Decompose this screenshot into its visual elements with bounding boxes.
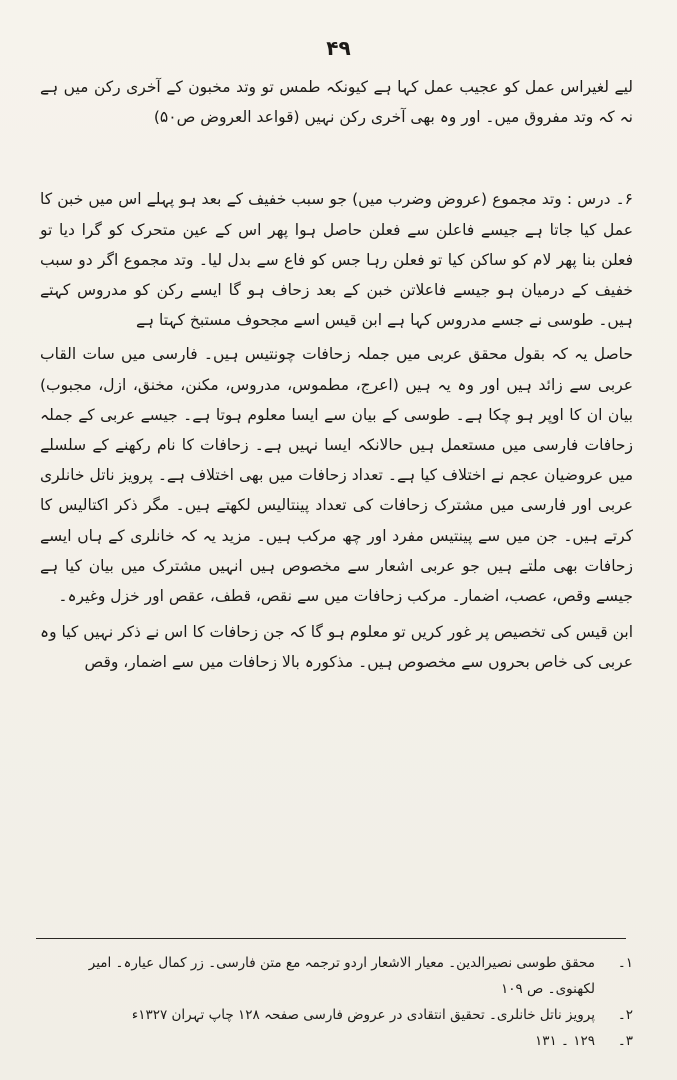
footnote-3 bbox=[40, 1028, 633, 1054]
paragraph-2: ۶۔ درس : وتد مجموع (عروض وضرب میں) جو سبب خفیف کے بعد ہو پہلے اس میں خبن کا عمل کیا جاتا ہے جیسے فاعلن سے فعلن حاصل ہوا پھر اس کے عین متحرک کو گرا دیا تو فعلن بنا پھر لام کو ساکن کیا تو فعلن رہا جس کو فاع سے بدل لیا۔ وتد مجموع اگر دو سبب خفیف کے درمیان ہو جیسے فاعلاتن خبن کے بعد زحاف ہو گا ایسے رکن کو مدروس کہتے ہیں۔ طوسی نے جسے مدروس کہا ہے ابن قیس اسے مجحوف مستبخ کہتا ہے bbox=[40, 190, 633, 330]
body-text bbox=[40, 64, 633, 678]
footnote-text: پرویز ناتل خانلری۔ تحقیق انتقادی در عروض فارسی صفحہ ۱۲۸ چاپ تہران ۱۳۲۷ء bbox=[131, 1007, 595, 1023]
footnote-divider bbox=[36, 938, 626, 939]
footnote-number: ۳۔ bbox=[617, 1033, 633, 1049]
footnotes bbox=[40, 950, 633, 1054]
footnote-1 bbox=[40, 950, 633, 1002]
footnote-2 bbox=[40, 1002, 633, 1028]
footnote-number: ۲۔ bbox=[617, 1007, 633, 1023]
paragraph-1: لیے لغیراس عمل کو عجیب عمل کہا ہے کیونکہ طمس تو وتد مخبون کے آخری رکن میں ہے نہ کہ وتد مفروق میں۔ اور وہ بھی آخری رکن نہیں (قواعد العروض ص۵۰) bbox=[40, 78, 633, 127]
paragraph-3: حاصل یہ کہ بقول محقق عربی میں جملہ زحافات چونتیس ہیں۔ فارسی میں سات القاب عربی سے زائد ہیں اور وہ یہ ہیں (اعرج، مطموس، مدروس، مکنن، مخنق، ازل، مجبوب) بیان ان کا اوپر ہو چکا ہے۔ طوسی کے بیان سے ایسا معلوم ہوتا ہے۔ جیسے عربی کے جملہ زحافات فارسی میں مستعمل ہیں حالانکہ ایسا نہیں ہے۔ زحافات کا نام رکھنے کے سلسلے میں عروضیان عجم نے اختلاف کیا ہے۔ تعداد زحافات میں بھی اختلاف ہے۔ پرویز ناتل خانلری عربی اور فارسی میں مشترک زحافات کی تعداد پینتالیس لکھتے ہیں۔ مگر ذکر اکتالیس کا کرتے ہیں۔ جن میں سے پینتیس مفرد اور چھ مرکب ہیں۔ مزید یہ کہ خانلری کے ہاں ایسے زحافات بھی ملتے ہیں جو عربی اشعار سے مخصوص ہیں انہیں مشترک میں بیان کیا ہے جیسے وقص، عصب، اضمار۔ مرکب زحافات میں سے نقص، قطف، عقص اور خزل وغیرہ۔ bbox=[40, 345, 633, 606]
page-number: ۴۹ bbox=[326, 36, 351, 60]
footnote-text: ۱۲۹ ۔ ۱۳۱ bbox=[534, 1033, 595, 1049]
footnote-number: ۱۔ bbox=[617, 955, 633, 971]
paragraph-4: ابن قیس کی تخصیص پر غور کریں تو معلوم ہو گا کہ جن زحافات کا اس نے ذکر نہیں کیا وہ عربی کی خاص بحروں سے مخصوص ہیں۔ مذکورہ بالا زحافات میں سے اضمار، وقص bbox=[40, 623, 633, 672]
footnote-text: محقق طوسی نصیرالدین۔ معیار الاشعار اردو ترجمہ مع متن فارسی۔ زر کمال عیارہ۔ امیر لکھنوی۔ ص ۱۰۹ bbox=[88, 955, 595, 997]
